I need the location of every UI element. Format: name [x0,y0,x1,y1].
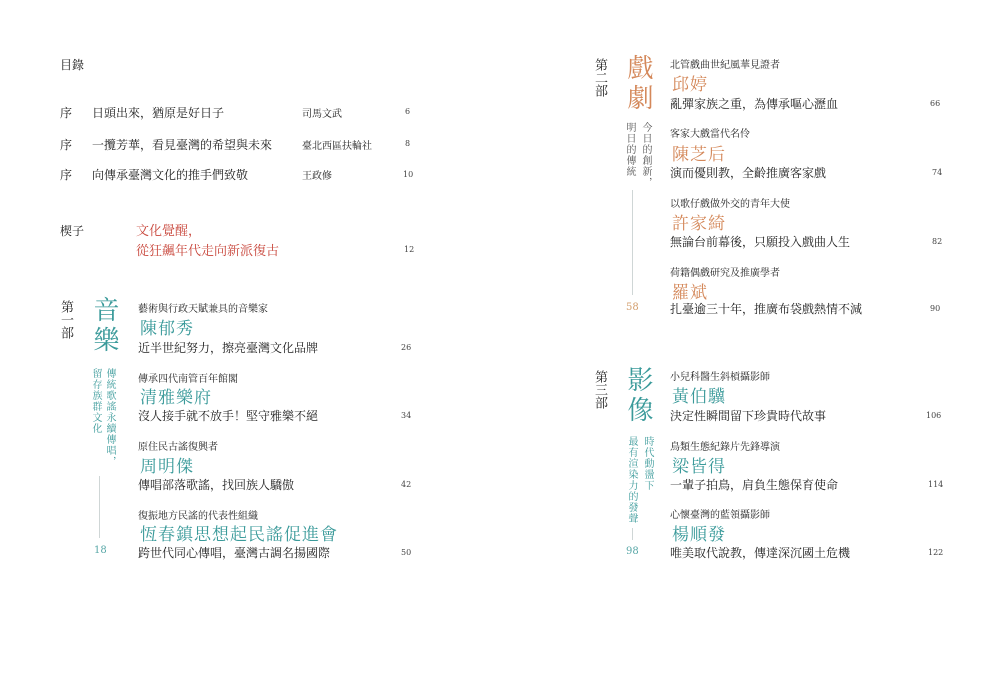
part2-label: 第二部 [592,58,607,97]
entry-caption: 荷籍偶戲研究及推廣學者 [670,268,780,279]
entry-caption: 藝術與行政天賦兼具的音樂家 [138,304,268,315]
part1-label: 第一部 [58,300,73,339]
part1-theme: 音樂 [89,296,119,356]
part2-page: 58 [626,302,639,313]
entry-desc[interactable]: 傳唱部落歌謠，找回族人驕傲 [138,478,295,492]
part3-theme: 影像 [623,366,653,426]
entry-page: 122 [928,548,944,557]
entry-caption: 客家大戲當代名伶 [670,129,750,140]
preface-label: 序 [60,138,73,152]
preface-author: 王政修 [302,171,332,182]
entry-name[interactable]: 陳芝后 [672,145,726,165]
entry-page: 26 [401,343,412,352]
entry-page: 50 [401,548,412,557]
entry-name[interactable]: 清雅樂府 [140,388,212,408]
entry-page: 106 [926,411,942,420]
entry-name[interactable]: 黃伯驥 [672,387,726,407]
entry-page: 34 [401,411,412,420]
entry-name[interactable]: 陳郁秀 [140,319,194,339]
preface-title[interactable]: 一攬芳華，看見臺灣的希望與未來 [92,138,273,152]
part2-divider [632,190,633,295]
entry-desc[interactable]: 無論台前幕後，只願投入戲曲人生 [670,235,851,249]
entry-page: 66 [930,99,941,108]
part3-label: 第三部 [592,370,607,409]
part1-divider [99,476,100,538]
entry-desc[interactable]: 亂彈家族之重，為傳承嘔心瀝血 [670,97,839,111]
entry-name[interactable]: 邱婷 [672,75,708,95]
entry-page: 42 [401,480,412,489]
entry-desc[interactable]: 近半世紀努力，擦亮臺灣文化品牌 [138,341,319,355]
entry-name[interactable]: 恆春鎮思想起民謠促進會 [140,525,338,545]
prologue-page: 12 [404,245,415,254]
prologue-line1[interactable]: 文化覺醒， [136,224,202,239]
preface-page: 10 [403,170,414,179]
part2-subtitle: 明日的傳統 [624,122,635,177]
entry-page: 90 [930,304,941,313]
entry-desc[interactable]: 沒人接手就不放手！堅守雅樂不絕 [138,409,319,423]
part2-theme: 戲劇 [623,54,653,114]
entry-name[interactable]: 許家綺 [672,214,726,234]
entry-name[interactable]: 周明傑 [140,457,194,477]
preface-page: 6 [405,107,411,116]
entry-caption: 北管戲曲世紀風華見證者 [670,60,780,71]
part3-divider [632,528,633,540]
part3-subtitle: 時代動盪下 [642,436,653,491]
part3-subtitle: 最有渲染力的發聲 [626,436,637,524]
entry-page: 114 [928,480,944,489]
entry-name[interactable]: 梁皆得 [672,457,726,477]
entry-caption: 復振地方民謠的代表性組織 [138,511,258,522]
prologue-label: 楔子 [60,224,85,238]
entry-caption: 原住民古謠復興者 [138,442,218,453]
preface-label: 序 [60,168,73,182]
toc-title: 目錄 [60,58,85,72]
part1-page: 18 [94,545,107,556]
preface-author: 司馬文武 [302,109,342,120]
part1-subtitle: 傳統歌謠永續傳唱， [104,368,115,467]
preface-title[interactable]: 日頭出來，猶原是好日子 [92,106,225,120]
entry-caption: 小兒科醫生斜槓攝影師 [670,372,770,383]
entry-desc[interactable]: 決定性瞬間留下珍貴時代故事 [670,409,827,423]
preface-label: 序 [60,106,73,120]
preface-author: 臺北西區扶輪社 [302,141,372,152]
entry-caption: 以歌仔戲做外交的青年大使 [670,199,790,210]
part1-subtitle: 留存族群文化 [90,368,101,434]
entry-desc[interactable]: 唯美取代說教，傳達深沉國土危機 [670,546,851,560]
entry-caption: 鳥類生態紀錄片先鋒導演 [670,442,780,453]
entry-name[interactable]: 楊順發 [672,525,726,545]
preface-title[interactable]: 向傳承臺灣文化的推手們致敬 [92,168,249,182]
entry-page: 74 [932,168,943,177]
preface-page: 8 [405,139,411,148]
part3-page: 98 [626,546,639,557]
entry-caption: 傳承四代南管百年館閣 [138,374,238,385]
entry-caption: 心懷臺灣的藍領攝影師 [670,510,770,521]
entry-desc[interactable]: 跨世代同心傳唱，臺灣古調名揚國際 [138,546,331,560]
entry-page: 82 [932,237,943,246]
part2-subtitle: 今日的創新， [640,122,651,188]
prologue-line2[interactable]: 從狂飆年代走向新派復古 [136,244,280,259]
entry-name[interactable]: 羅斌 [672,283,708,303]
entry-desc[interactable]: 扎臺逾三十年，推廣布袋戲熱情不減 [670,302,863,316]
entry-desc[interactable]: 演而優則教，全齡推廣客家戲 [670,166,827,180]
entry-desc[interactable]: 一輩子拍鳥，肩負生態保育使命 [670,478,839,492]
